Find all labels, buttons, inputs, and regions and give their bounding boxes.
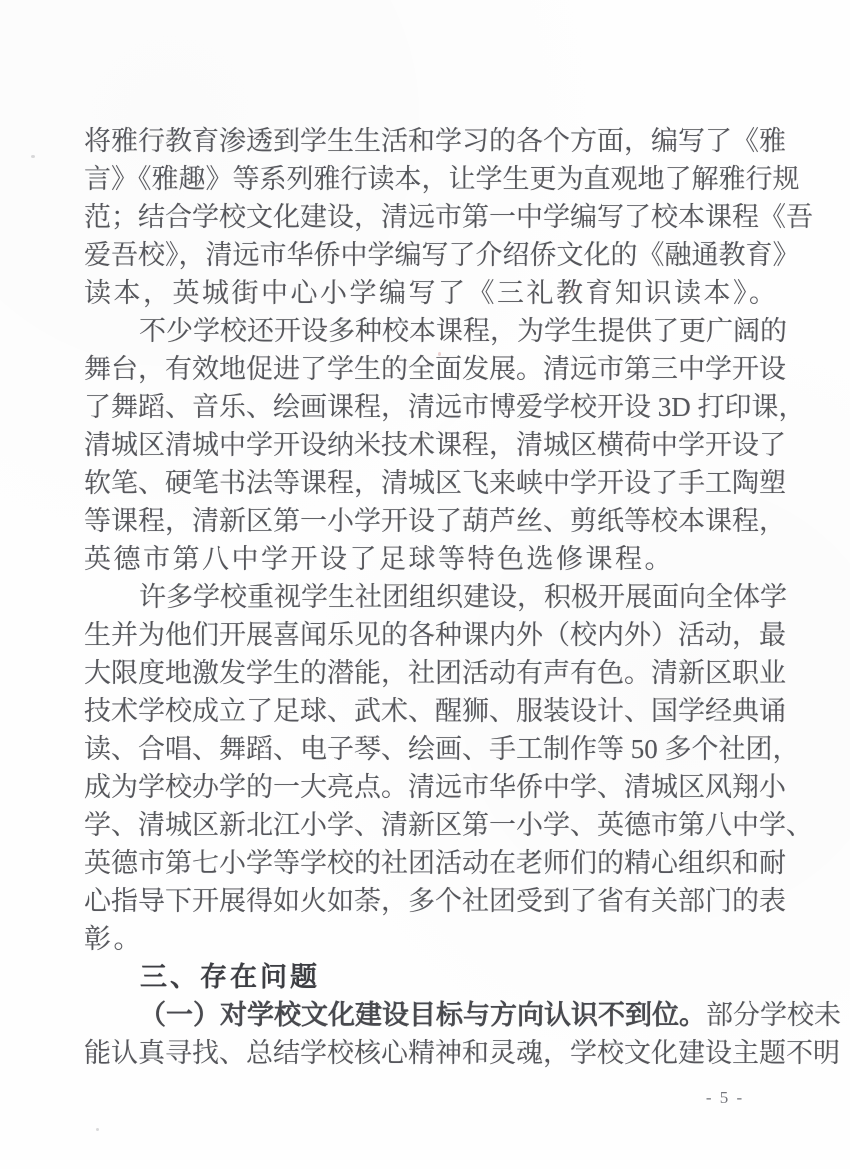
text-line: 心指导下开展得如火如荼，多个社团受到了省有关部门的表 <box>84 886 786 916</box>
text-line: 学、清城区新北江小学、清新区第一小学、英德市第八中学、 <box>84 810 813 840</box>
text-line: 舞台，有效地促进了学生的全面发展。清远市第三中学开设 <box>84 354 786 384</box>
text-line: 爱吾校》，清远市华侨中学编写了介绍侨文化的《融通教育》 <box>84 240 800 270</box>
text-line: 范；结合学校文化建设，清远市第一中学编写了校本课程《吾 <box>84 202 813 232</box>
text-line: 读本，英城街中心小学编写了《三礼教育知识读本》。 <box>84 278 779 308</box>
scan-speck <box>438 352 441 356</box>
page-number: - 5 - <box>705 1088 745 1107</box>
scan-speck <box>96 1128 99 1131</box>
text-line: 许多学校重视学生社团组织建设，积极开展面向全体学 <box>139 582 787 612</box>
text-line <box>84 996 841 1034</box>
text-line: 英德市第八中学开设了足球等特色选修课程。 <box>84 544 674 574</box>
body-text <box>84 122 841 1072</box>
text-line: 成为学校办学的一大亮点。清远市华侨中学、清城区风翔小 <box>84 772 786 802</box>
text-line: 软笔、硬笔书法等课程，清城区飞来峡中学开设了手工陶塑 <box>84 468 786 498</box>
text-line: 英德市第七小学等学校的社团活动在老师们的精心组织和耐 <box>84 848 786 878</box>
text-line: 技术学校成立了足球、武术、醒狮、服装设计、国学经典诵 <box>84 696 786 726</box>
text-line: 能认真寻找、总结学校核心精神和灵魂，学校文化建设主题不明 <box>84 1038 840 1068</box>
text-line: 将雅行教育渗透到学生生活和学习的各个方面，编写了《雅 <box>84 126 786 156</box>
scan-speck <box>157 138 162 144</box>
text-line: 读、合唱、舞蹈、电子琴、绘画、手工制作等 50 多个社团， <box>84 734 800 764</box>
item-label-lead: （一）对学校文化建设目标与方向认识不到位。 <box>139 1000 706 1030</box>
text-line: 了舞蹈、音乐、绘画课程，清远市博爱学校开设 3D 打印课， <box>84 392 806 422</box>
text-line: 生并为他们开展喜闻乐见的各种课内外（校内外）活动，最 <box>84 620 786 650</box>
text-line: 不少学校还开设多种校本课程，为学生提供了更广阔的 <box>139 316 787 346</box>
text-run: 部分学校未 <box>706 1000 841 1030</box>
text-line: 大限度地激发学生的潜能，社团活动有声有色。清新区职业 <box>84 658 786 688</box>
text-line: 言》《雅趣》等系列雅行读本，让学生更为直观地了解雅行规 <box>84 164 800 194</box>
section-heading: 三、存在问题 <box>140 962 320 992</box>
text-line: 等课程，清新区第一小学开设了葫芦丝、剪纸等校本课程， <box>84 506 786 536</box>
scan-speck <box>31 155 35 158</box>
text-line: 彰。 <box>84 924 143 954</box>
scan-speck <box>572 288 575 293</box>
text-line: 清城区清城中学开设纳米技术课程，清城区横荷中学开设了 <box>84 430 786 460</box>
